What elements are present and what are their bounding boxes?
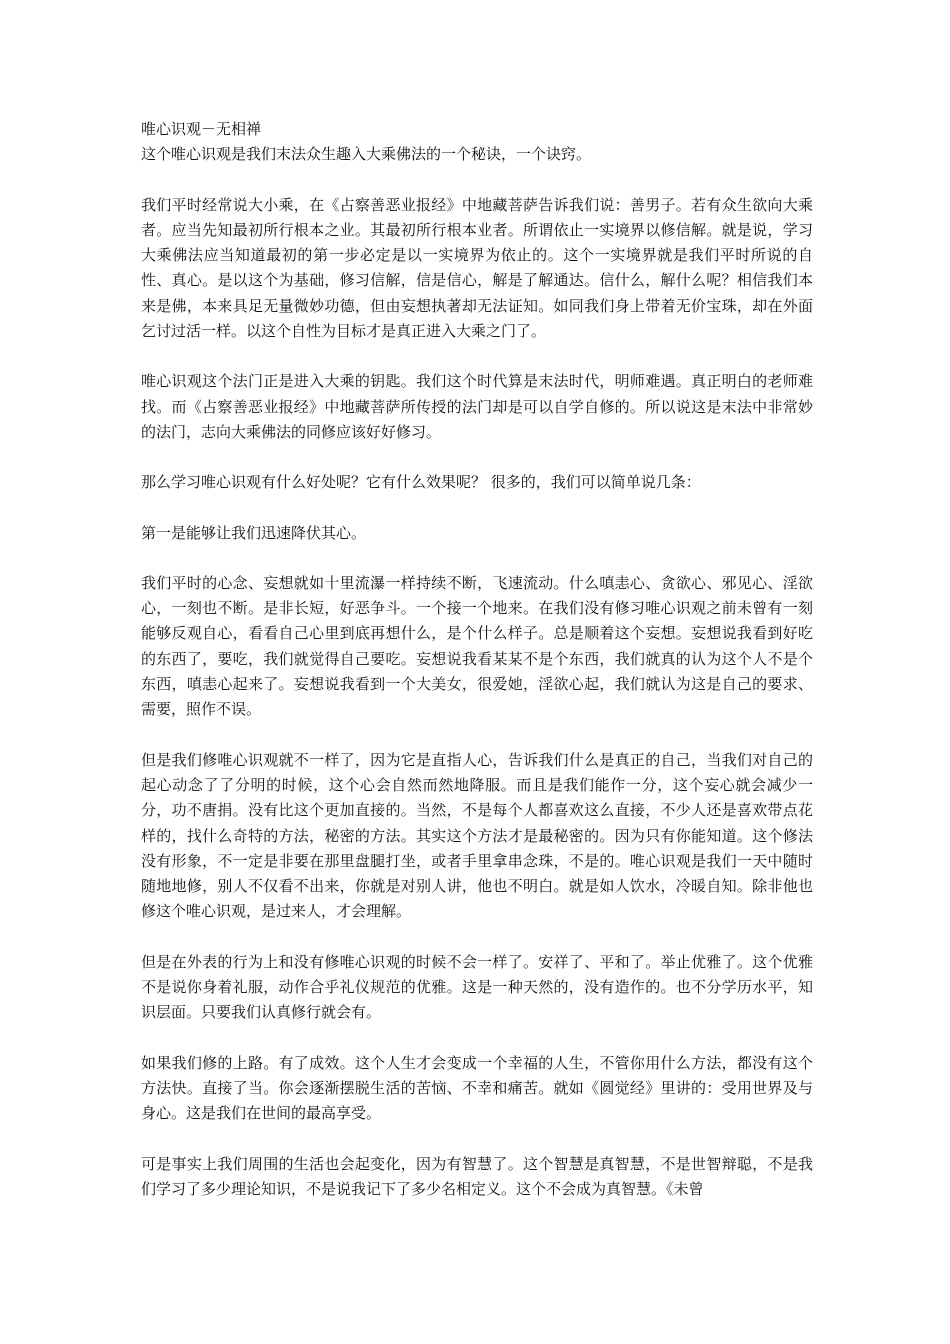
paragraph: 但是我们修唯心识观就不一样了，因为它是直指人心，告诉我们什么是真正的自己，当我们对自己的起心动念了了分明的时候，这个心会自然而然地降服。而且是我们能作一分，这个妄心就会减少一分，功不唐捐。没有比这个更加直接的。当然，不是每个人都喜欢这么直接，不少人还是喜欢带点花样的，找什么奇特的方法，秘密的方法。其实这个方法才是最秘密的。因为只有你能知道。这个修法没有形象，不一定是非要在那里盘腿打坐，或者手里拿串念珠，不是的。唯心识观是我们一天中随时随地地修，别人不仅看不出来，你就是对别人讲，他也不明白。就是如人饮水，冷暖自知。除非他也修这个唯心识观，是过来人，才会理解。 — [141, 750, 813, 921]
paragraph: 唯心识观这个法门正是进入大乘的钥匙。我们这个时代算是末法时代，明师难遇。真正明白的老师难找。而《占察善恶业报经》中地藏菩萨所传授的法门却是可以自学自修的。所以说这是末法中非常妙的法门，志向大乘佛法的同修应该好好修习。 — [141, 372, 813, 441]
paragraph: 我们平时经常说大小乘，在《占察善恶业报经》中地藏菩萨告诉我们说：善男子。若有众生欲向大乘者。应当先知最初所行根本之业。其最初所行根本业者。所谓依止一实境界以修信解。就是说，学习大乘佛法应当知道最初的第一步必定是以一实境界为依止的。这个一实境界就是我们平时所说的自性、真心。是以这个为基础，修习信解，信是信心，解是了解通达。信什么，解什么呢？相信我们本来是佛，本来具足无量微妙功德，但由妄想执著却无法证知。如同我们身上带着无价宝珠，却在外面乞讨过活一样。以这个自性为目标才是真正进入大乘之门了。 — [141, 195, 813, 341]
paragraph: 我们平时的心念、妄想就如十里流瀑一样持续不断，飞速流动。什么嗔恚心、贪欲心、邪见心、淫欲心，一刻也不断。是非长短，好恶争斗。一个接一个地来。在我们没有修习唯心识观之前未曾有一刻能够反观自心，看看自己心里到底再想什么，是个什么样子。总是顺着这个妄想。妄想说我看到好吃的东西了，要吃，我们就觉得自己要吃。妄想说我看某某不是个东西，我们就真的认为这个人不是个东西，嗔恚心起来了。妄想说我看到一个大美女，很爱她，淫欲心起，我们就认为这是自己的要求、需要，照作不误。 — [141, 573, 813, 719]
paragraph: 那么学习唯心识观有什么好处呢？它有什么效果呢？ 很多的，我们可以简单说几条： — [141, 473, 701, 492]
paragraph-intro: 这个唯心识观是我们末法众生趣入大乘佛法的一个秘诀，一个诀窍。 — [141, 145, 592, 164]
paragraph: 如果我们修的上路。有了成效。这个人生才会变成一个幸福的人生，不管你用什么方法，都没有这个方法快。直接了当。你会逐渐摆脱生活的苦恼、不幸和痛苦。就如《圆觉经》里讲的：受用世界及与身心。这是我们在世间的最高享受。 — [141, 1053, 813, 1123]
document-page — [141, 117, 813, 1227]
paragraph: 可是事实上我们周围的生活也会起变化，因为有智慧了。这个智慧是真智慧，不是世智辩聪，不是我们学习了多少理论知识，不是说我记下了多少名相定义。这个不会成为真智慧。《未曾 — [141, 1154, 813, 1198]
paragraph: 第一是能够让我们迅速降伏其心。 — [141, 523, 367, 542]
paragraph: 但是在外表的行为上和没有修唯心识观的时候不会一样了。安祥了、平和了。举止优雅了。这个优雅不是说你身着礼服，动作合乎礼仪规范的优雅。这是一种天然的，没有造作的。也不分学历水平，知识层面。只要我们认真修行就会有。 — [141, 952, 813, 1022]
document-title: 唯心识观－无相禅 — [141, 120, 262, 138]
